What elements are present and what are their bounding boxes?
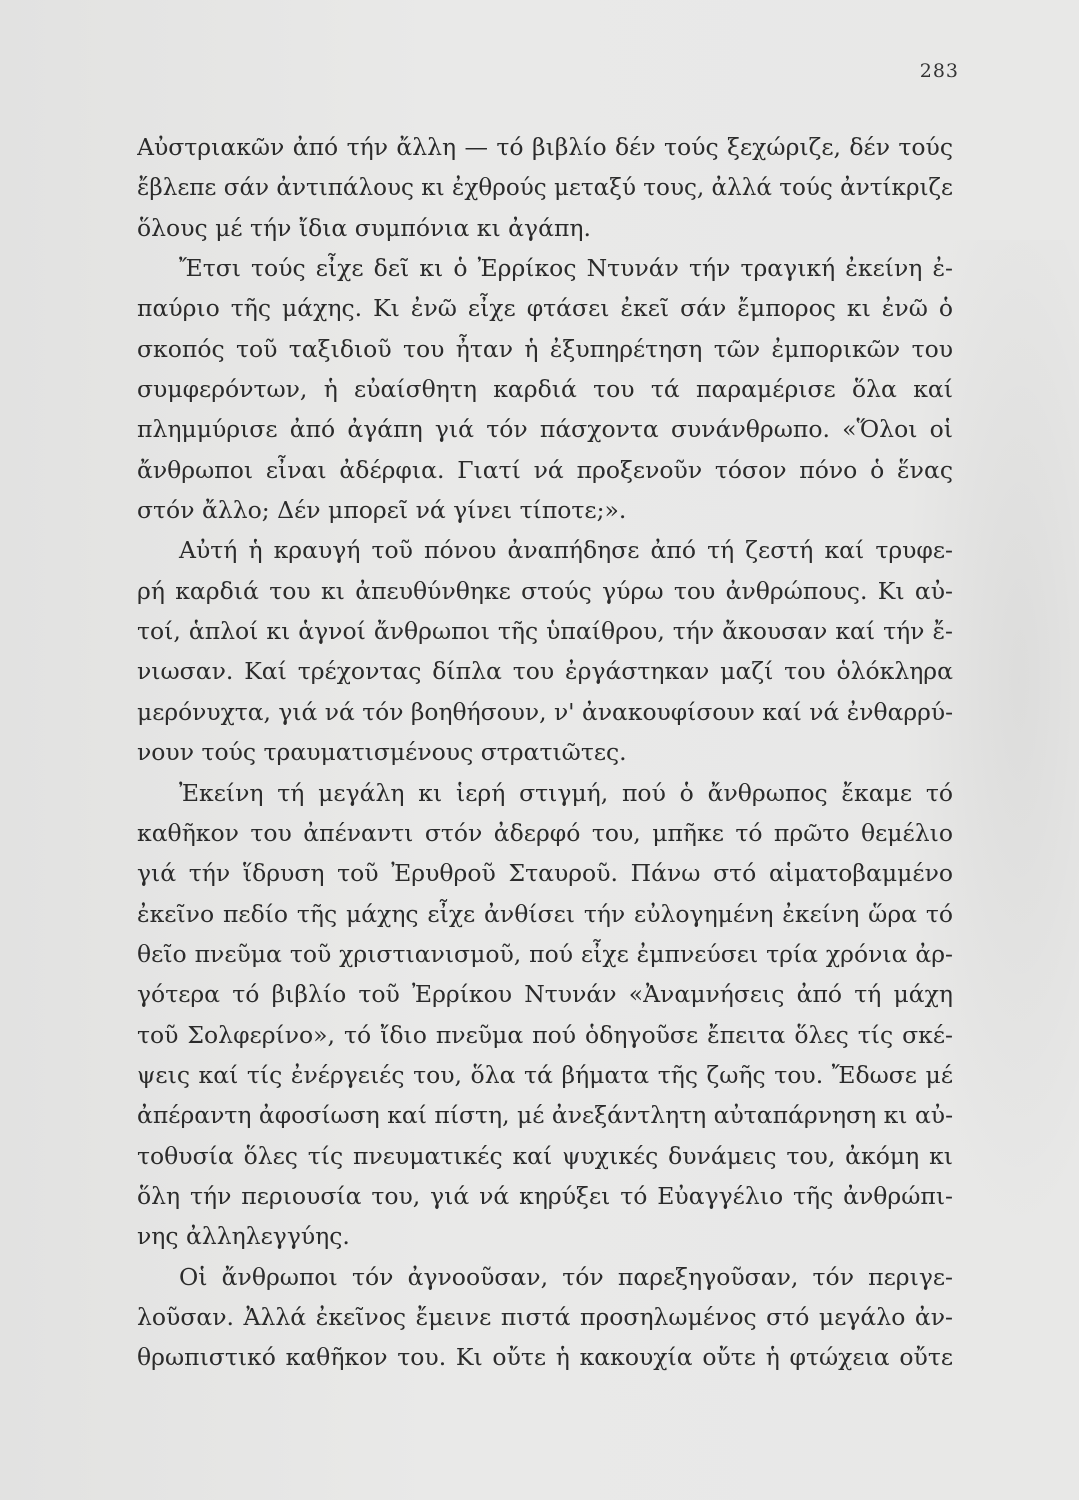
text-line: Αὐτή ἡ κραυγή τοῦ πόνου ἀναπήδησε ἀπό τή ζεστή καί τρυφε- bbox=[179, 536, 953, 565]
text-line: τοῦ Σολφερίνο», τό ἴδιο πνεῦμα πού ὁδηγοῦσε ἔπειτα ὅλες τίς σκέ- bbox=[137, 1020, 953, 1049]
text-line: μερόνυχτα, γιά νά τόν βοηθήσουν, ν' ἀνακουφίσουν καί νά ἐνθαρρύ- bbox=[137, 697, 953, 726]
text-line: τοί, ἁπλοί κι ἁγνοί ἄνθρωποι τῆς ὑπαίθρου, τήν ἄκουσαν καί τήν ἔ- bbox=[137, 617, 953, 646]
text-line: νουν τούς τραυματισμένους στρατιῶτες. bbox=[137, 738, 627, 767]
text-line: νης ἀλληλεγγύης. bbox=[137, 1222, 350, 1251]
text-line: θρωπιστικό καθῆκον του. Κι οὔτε ἡ κακουχία οὔτε ἡ φτώχεια οὔτε bbox=[137, 1343, 953, 1372]
text-line: στόν ἄλλο; Δέν μπορεῖ νά γίνει τίποτε;». bbox=[137, 496, 627, 525]
text-line: σκοπός τοῦ ταξιδιοῦ του ἦταν ἡ ἐξυπηρέτηση τῶν ἐμπορικῶν του bbox=[137, 334, 953, 363]
text-line: Ἔτσι τούς εἶχε δεῖ κι ὁ Ἐρρίκος Ντυνάν τήν τραγική ἐκείνη ἐ- bbox=[179, 254, 953, 283]
text-line: ἐκεῖνο πεδίο τῆς μάχης εἶχε ἀνθίσει τήν εὐλογημένη ἐκείνη ὥρα τό bbox=[137, 899, 953, 928]
text-line: νιωσαν. Καί τρέχοντας δίπλα του ἐργάστηκαν μαζί του ὁλόκληρα bbox=[137, 657, 953, 686]
text-line: ψεις καί τίς ἐνέργειές του, ὅλα τά βήματα τῆς ζωῆς του. Ἔδωσε μέ bbox=[137, 1060, 953, 1089]
text-line: συμφερόντων, ἡ εὐαίσθητη καρδιά του τά παραμέρισε ὅλα καί bbox=[137, 375, 953, 404]
text-line: γότερα τό βιβλίο τοῦ Ἐρρίκου Ντυνάν «Ἀναμνήσεις ἀπό τή μάχη bbox=[137, 980, 953, 1009]
body-text bbox=[137, 127, 953, 1378]
text-line: γιά τήν ἵδρυση τοῦ Ἐρυθροῦ Σταυροῦ. Πάνω στό αἱματοβαμμένο bbox=[137, 859, 953, 888]
text-line: ἄνθρωποι εἶναι ἀδέρφια. Γιατί νά προξενοῦν τόσον πόνο ὁ ἕνας bbox=[137, 455, 953, 484]
text-line: ἀπέραντη ἀφοσίωση καί πίστη, μέ ἀνεξάντλητη αὐταπάρνηση κι αὐ- bbox=[137, 1101, 953, 1130]
text-line: ἔβλεπε σάν ἀντιπάλους κι ἐχθρούς μεταξύ τους, ἀλλά τούς ἀντίκριζε bbox=[137, 173, 953, 202]
text-line: ὅλους μέ τήν ἴδια συμπόνια κι ἀγάπη. bbox=[137, 213, 591, 242]
text-line: Αὐστριακῶν ἀπό τήν ἄλλη — τό βιβλίο δέν τούς ξεχώριζε, δέν τούς bbox=[137, 133, 953, 161]
text-line: Ἐκείνη τή μεγάλη κι ἱερή στιγμή, πού ὁ ἄνθρωπος ἔκαμε τό bbox=[179, 778, 953, 807]
text-line: ὅλη τήν περιουσία του, γιά νά κηρύξει τό Εὐαγγέλιο τῆς ἀνθρώπι- bbox=[137, 1181, 953, 1210]
text-line: λοῦσαν. Ἀλλά ἐκεῖνος ἔμεινε πιστά προσηλωμένος στό μεγάλο ἀν- bbox=[137, 1302, 953, 1331]
text-line: τοθυσία ὅλες τίς πνευματικές καί ψυχικές δυνάμεις του, ἀκόμη κι bbox=[137, 1141, 953, 1170]
text-line: ρή καρδιά του κι ἀπευθύνθηκε στούς γύρω του ἀνθρώπους. Κι αὐ- bbox=[137, 576, 953, 605]
text-line: πλημμύρισε ἀπό ἀγάπη γιά τόν πάσχοντα συνάνθρωπο. «Ὅλοι οἱ bbox=[137, 415, 953, 444]
text-line: παύριο τῆς μάχης. Κι ἐνῶ εἶχε φτάσει ἐκεῖ σάν ἔμπορος κι ἐνῶ ὁ bbox=[137, 294, 953, 323]
text-line: θεῖο πνεῦμα τοῦ χριστιανισμοῦ, πού εἶχε ἐμπνεύσει τρία χρόνια ἀρ- bbox=[137, 939, 953, 968]
page-number: 283 bbox=[919, 60, 959, 82]
text-line: καθῆκον του ἀπέναντι στόν ἀδερφό του, μπῆκε τό πρῶτο θεμέλιο bbox=[137, 818, 953, 847]
text-line: Οἱ ἄνθρωποι τόν ἀγνοοῦσαν, τόν παρεξηγοῦσαν, τόν περιγε- bbox=[179, 1262, 953, 1291]
